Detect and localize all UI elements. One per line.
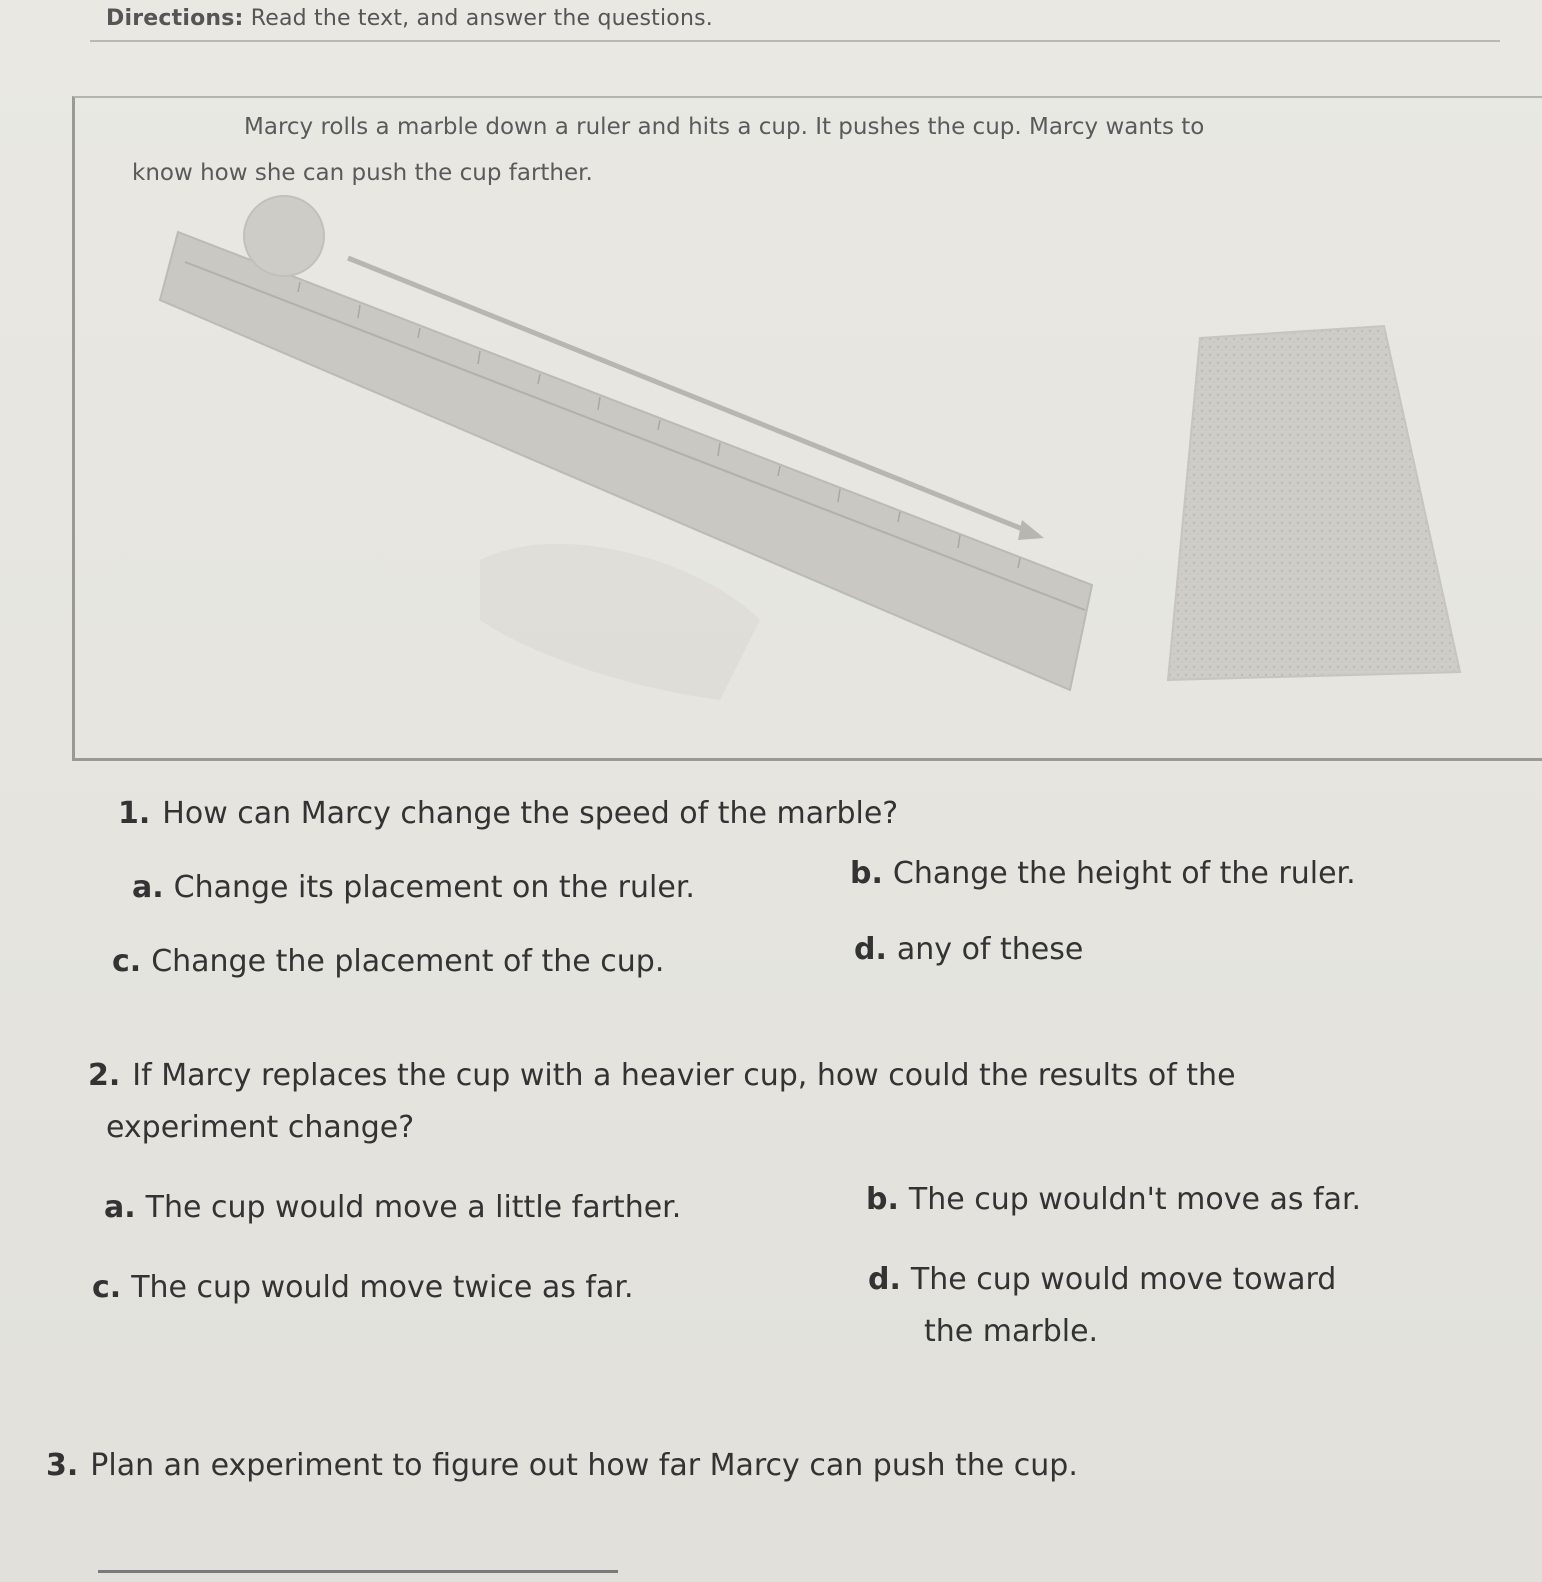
q1-option-d-letter: d. [854, 932, 887, 967]
answer-line[interactable] [98, 1570, 618, 1573]
experiment-illustration [0, 0, 1542, 760]
q2-option-d[interactable] [868, 1262, 1336, 1297]
q2-option-a-letter: a. [104, 1190, 136, 1225]
directions-text: Read the text, and answer the questions. [250, 6, 713, 31]
question-2-number: 2. [88, 1058, 121, 1093]
q1-option-a-text: Change its placement on the ruler. [173, 870, 695, 905]
q2-option-c-letter: c. [92, 1270, 122, 1305]
question-3-number: 3. [46, 1448, 79, 1483]
q1-option-c[interactable] [112, 944, 664, 979]
cup [1168, 326, 1460, 680]
q1-option-c-letter: c. [112, 944, 142, 979]
q1-option-b[interactable] [850, 856, 1356, 891]
q1-option-c-text: Change the placement of the cup. [151, 944, 665, 979]
q2-option-d-text-line-1: The cup would move toward [910, 1262, 1337, 1297]
question-2-line-2 [106, 1110, 414, 1145]
marble [244, 196, 324, 276]
question-2 [88, 1058, 1236, 1093]
q2-option-a[interactable] [104, 1190, 681, 1225]
question-2-prompt-line-1: If Marcy replaces the cup with a heavier cup, how could the results of the [132, 1058, 1236, 1093]
directions-label: Directions: [106, 6, 244, 31]
question-3-prompt: Plan an experiment to figure out how far Marcy can push the cup. [90, 1448, 1078, 1483]
question-1-number: 1. [118, 796, 151, 831]
q1-option-d[interactable] [854, 932, 1083, 967]
q1-option-b-letter: b. [850, 856, 883, 891]
q2-option-b-text: The cup wouldn't move as far. [908, 1182, 1362, 1217]
passage-line-1: Marcy rolls a marble down a ruler and hits a cup. It pushes the cup. Marcy wants to [244, 114, 1205, 140]
q2-option-d-letter: d. [868, 1262, 901, 1297]
question-3 [46, 1448, 1078, 1483]
question-1 [118, 796, 898, 831]
q1-option-b-text: Change the height of the ruler. [892, 856, 1356, 891]
q2-option-d-text-line-2: the marble. [924, 1314, 1099, 1349]
q1-option-a[interactable] [132, 870, 695, 905]
q2-option-d-continued [924, 1314, 1098, 1349]
q2-option-c-text: The cup would move twice as far. [131, 1270, 634, 1305]
q2-option-b[interactable] [866, 1182, 1361, 1217]
question-2-prompt-line-2: experiment change? [106, 1110, 415, 1145]
q1-option-d-text: any of these [896, 932, 1084, 967]
q2-option-b-letter: b. [866, 1182, 899, 1217]
q1-option-a-letter: a. [132, 870, 164, 905]
passage-line-2: know how she can push the cup farther. [132, 160, 593, 186]
q2-option-c[interactable] [92, 1270, 633, 1305]
q2-option-a-text: The cup would move a little farther. [145, 1190, 682, 1225]
ruler-support-shadow [480, 544, 760, 700]
question-1-prompt: How can Marcy change the speed of the marble? [162, 796, 899, 831]
